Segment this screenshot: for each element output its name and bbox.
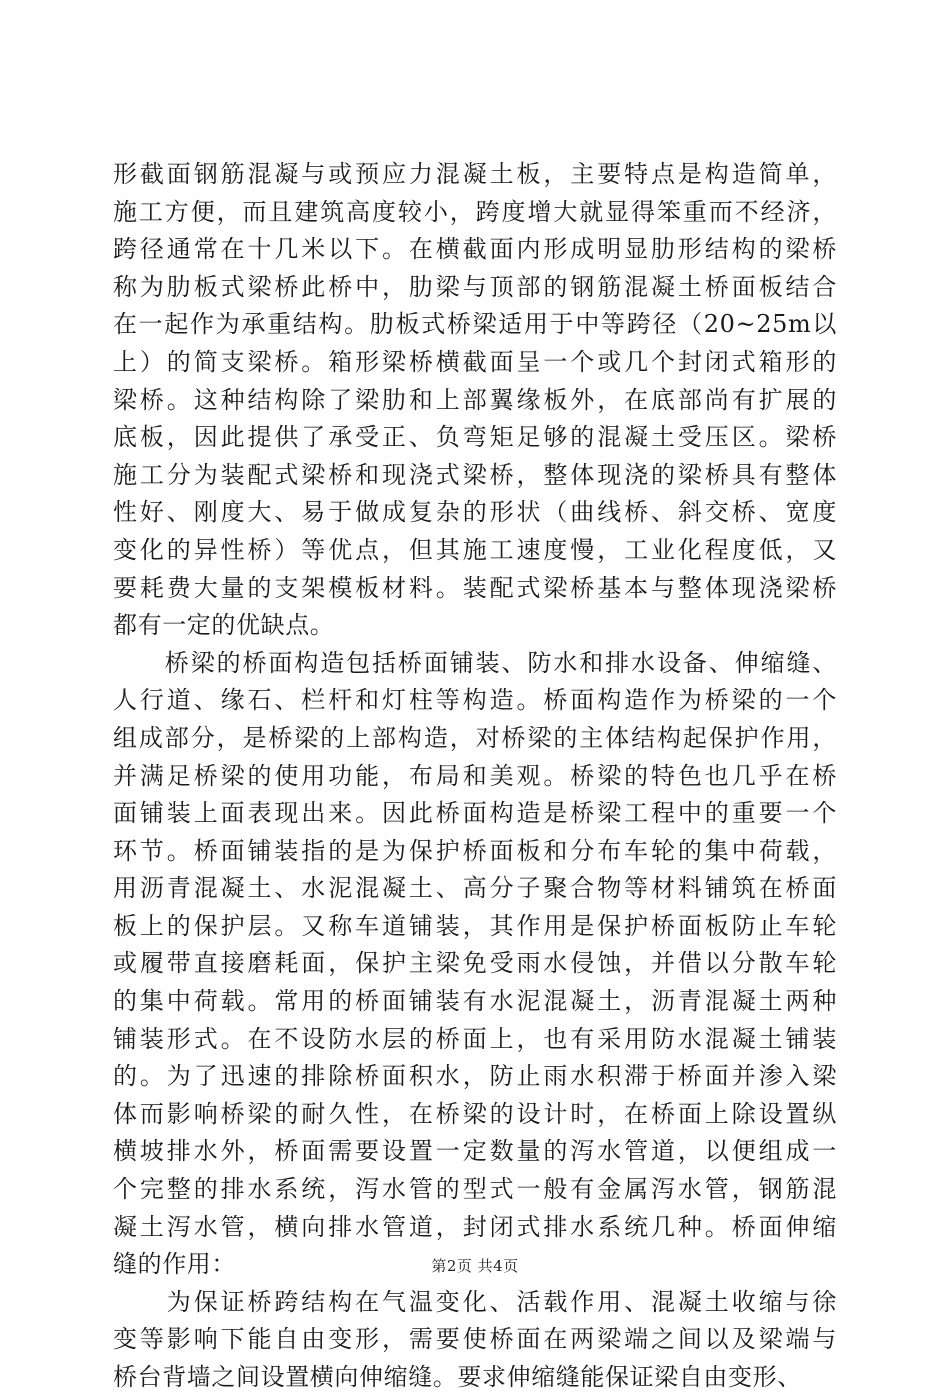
text-line: 体而影响桥梁的耐久性，在桥梁的设计时，在桥面上除设置纵 [113,1099,837,1128]
text-line: 跨径通常在十几米以下。在横截面内形成明显肋形结构的梁桥 [113,235,837,264]
page-footer: 第2页 共4页 [431,1257,519,1275]
text-line: 施工方便，而且建筑高度较小，跨度增大就显得笨重而不经济， [113,197,837,226]
text-line: 变化的异性桥）等优点，但其施工速度慢，工业化程度低，又 [113,535,837,564]
text-line: 并满足桥梁的使用功能，布局和美观。桥梁的特色也几乎在桥 [113,761,837,790]
text-line: 铺装形式。在不设防水层的桥面上，也有采用防水混凝土铺装 [113,1024,837,1053]
text-line: 组成部分，是桥梁的上部构造，对桥梁的主体结构起保护作用， [113,723,837,752]
text-line: 上）的简支梁桥。箱形梁桥横截面呈一个或几个封闭式箱形的 [113,347,837,376]
text-line: 要耗费大量的支架模板材料。装配式梁桥基本与整体现浇梁桥 [113,573,837,602]
text-line: 变等影响下能自由变形，需要使桥面在两梁端之间以及梁端与 [113,1325,837,1354]
text-line: 的集中荷载。常用的桥面铺装有水泥混凝土，沥青混凝土两种 [113,987,837,1016]
text-line: 施工分为装配式梁桥和现浇式梁桥，整体现浇的梁桥具有整体 [113,460,837,489]
text-line: 称为肋板式梁桥此桥中，肋梁与顶部的钢筋混凝土桥面板结合 [113,272,837,301]
text-line: 为保证桥跨结构在气温变化、活载作用、混凝土收缩与徐 [113,1287,837,1316]
text-line: 凝土泻水管，横向排水管道，封闭式排水系统几种。桥面伸缩 [113,1212,837,1241]
text-line: 梁桥。这种结构除了梁肋和上部翼缘板外，在底部尚有扩展的 [113,385,837,414]
text-line: 都有一定的优缺点。 [113,611,335,640]
text-line: 用沥青混凝土、水泥混凝土、高分子聚合物等材料铺筑在桥面 [113,874,837,903]
text-line: 横坡排水外，桥面需要设置一定数量的泻水管道，以便组成一 [113,1137,837,1166]
text-line: 或履带直接磨耗面，保护主梁免受雨水侵蚀，并借以分散车轮 [113,949,837,978]
text-line: 在一起作为承重结构。肋板式桥梁适用于中等跨径（20~25m以 [113,310,837,339]
text-line: 环节。桥面铺装指的是为保护桥面板和分布车轮的集中荷载， [113,836,837,865]
text-line: 板上的保护层。又称车道铺装，其作用是保护桥面板防止车轮 [113,911,837,940]
text-line: 底板，因此提供了承受正、负弯矩足够的混凝土受压区。梁桥 [113,423,837,452]
text-line: 缝的作用： [113,1250,236,1279]
text-line: 形截面钢筋混凝与或预应力混凝土板，主要特点是构造简单， [113,160,837,188]
text-line: 性好、刚度大、易于做成复杂的形状（曲线桥、斜交桥、宽度 [113,498,837,527]
body-text [113,156,837,1397]
text-line: 个完整的排水系统，泻水管的型式一般有金属泻水管，钢筋混 [113,1175,837,1204]
text-line: 的。为了迅速的排除桥面积水，防止雨水积滞于桥面并渗入梁 [113,1062,837,1091]
text-line: 桥梁的桥面构造包括桥面铺装、防水和排水设备、伸缩缝、 [113,648,837,677]
text-line: 桥台背墙之间设置横向伸缩缝。要求伸缩缝能保证梁自由变形、 [113,1363,802,1391]
text-line: 人行道、缘石、栏杆和灯柱等构造。桥面构造作为桥梁的一个 [113,686,837,715]
text-line: 面铺装上面表现出来。因此桥面构造是桥梁工程中的重要一个 [113,799,837,828]
